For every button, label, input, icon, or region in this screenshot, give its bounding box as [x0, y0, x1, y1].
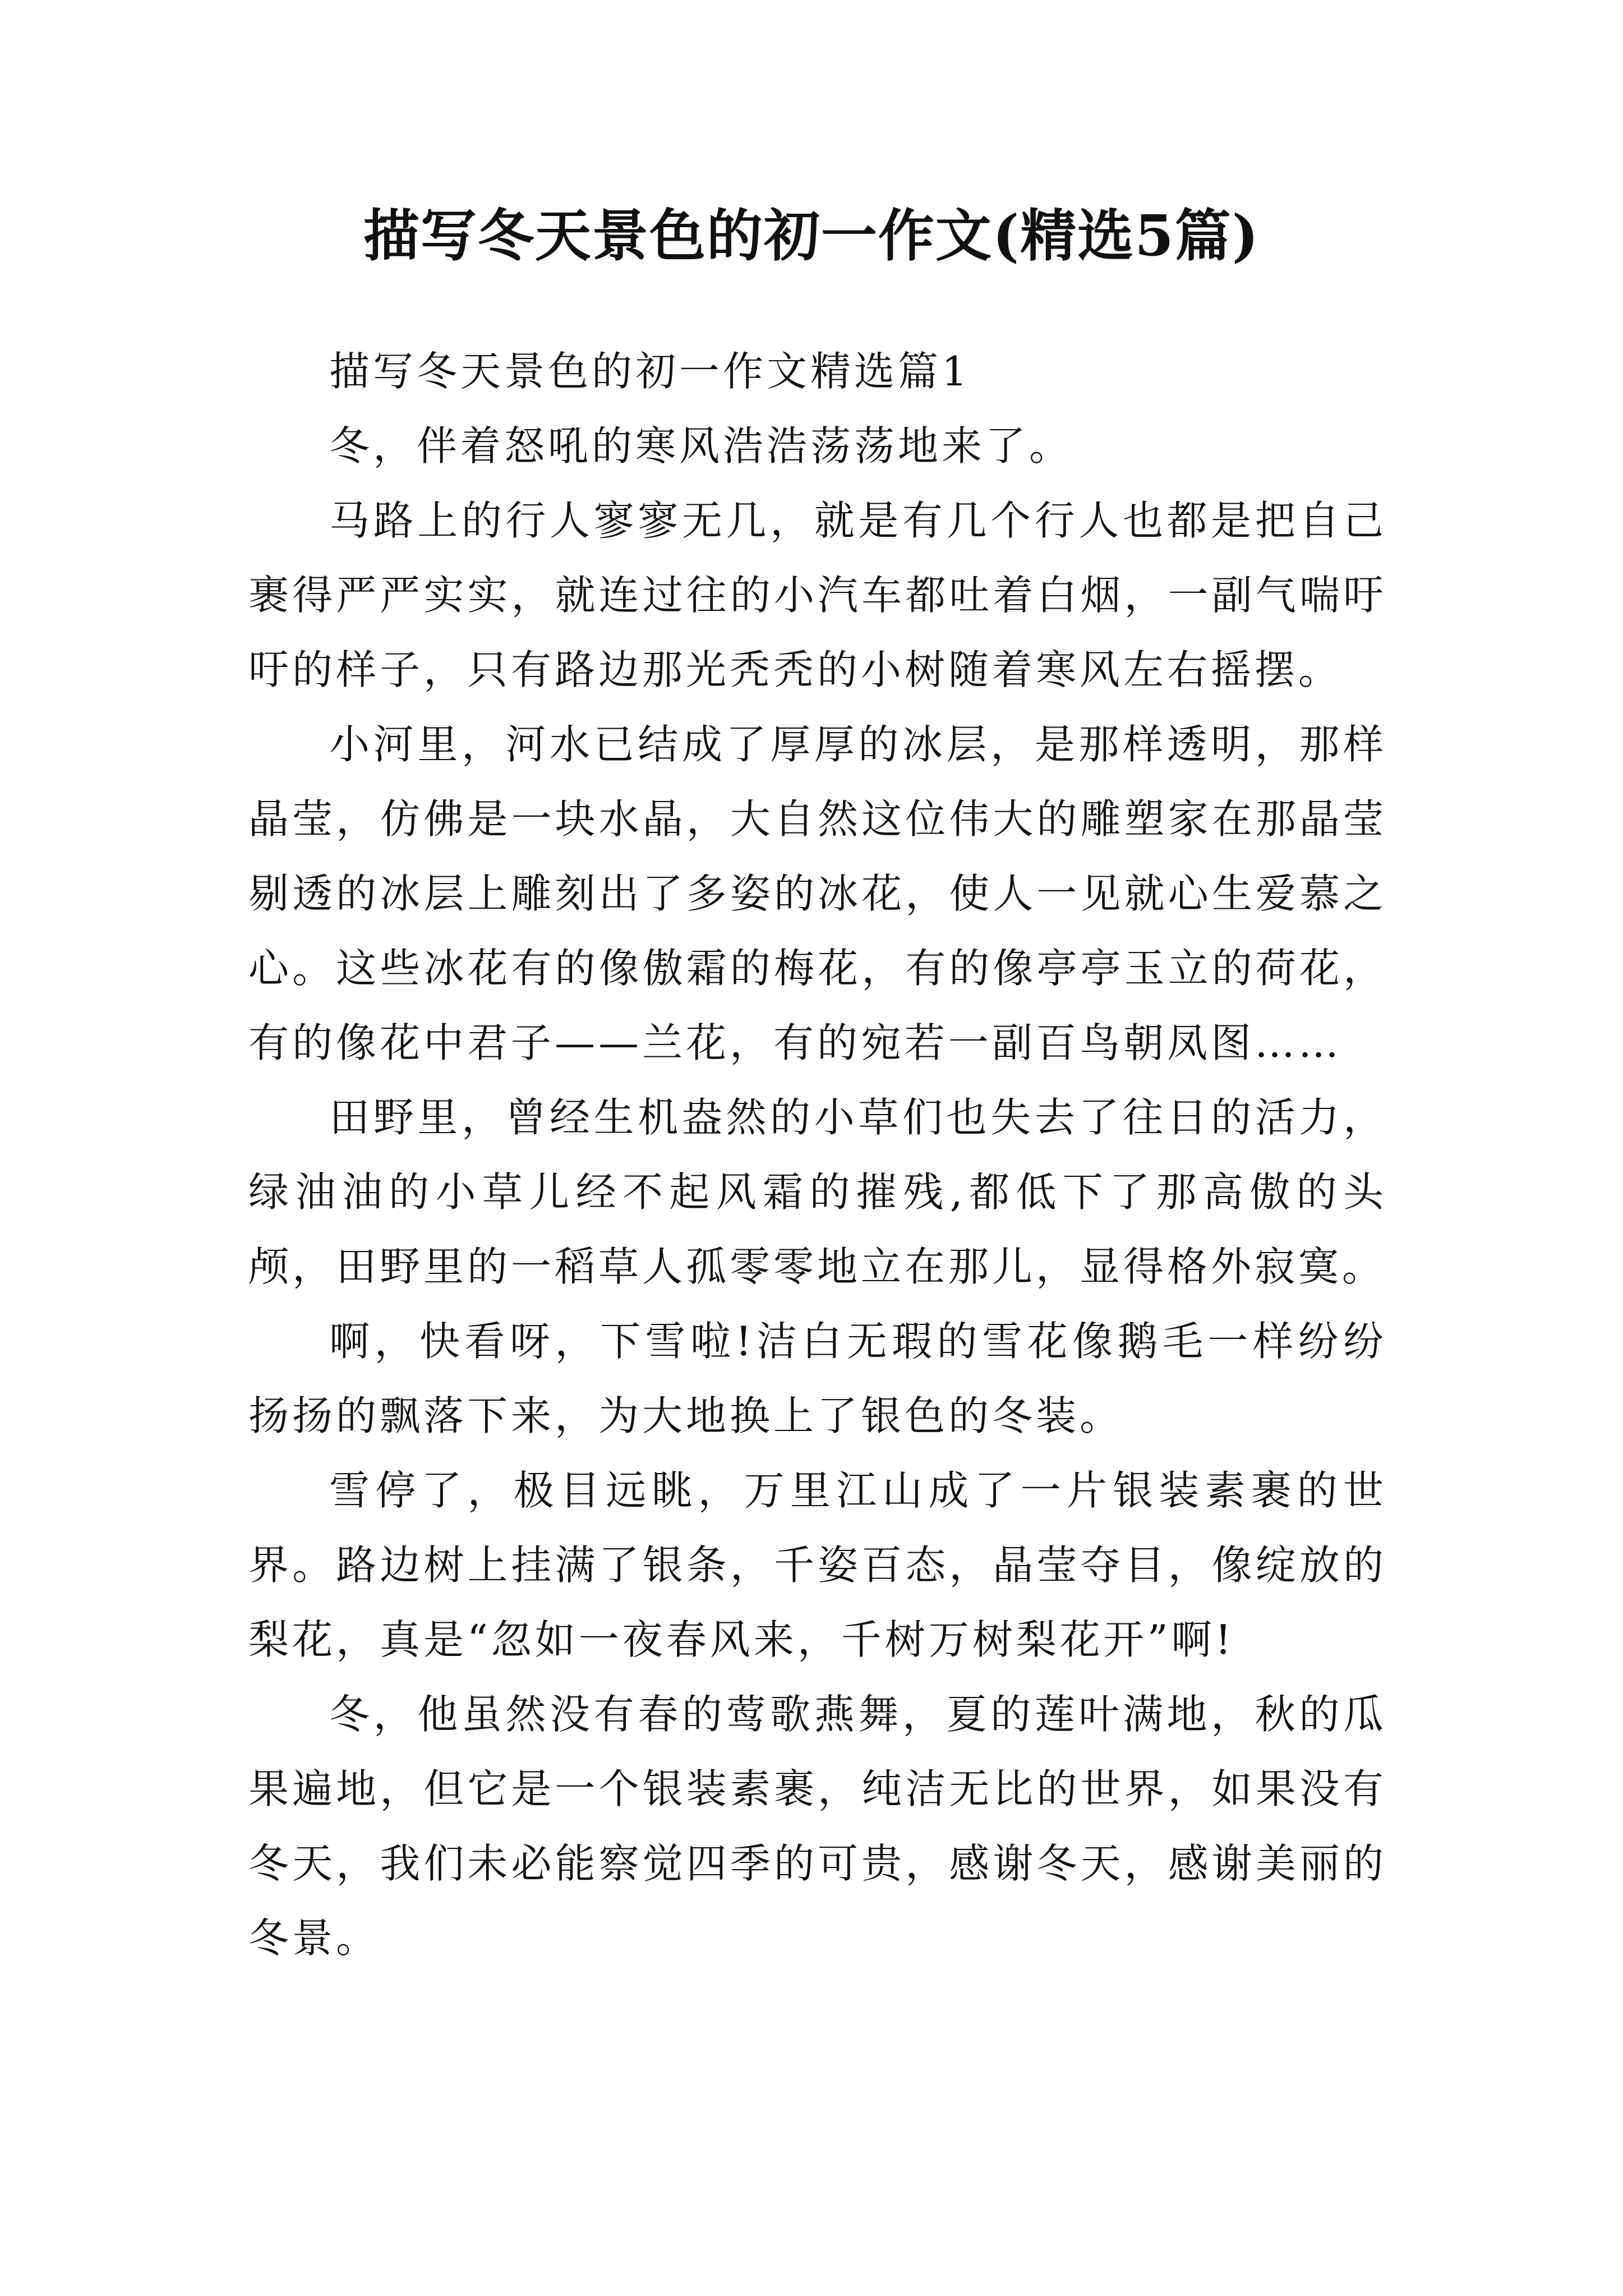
section-heading: 描写冬天景色的初一作文精选篇1	[329, 348, 971, 395]
document-body	[248, 334, 1387, 1976]
paragraph: 雪停了，极目远眺，万里江山成了一片银装素裹的世界。路边树上挂满了银条，千姿百态，晶莹夺目，像绽放的梨花，真是“忽如一夜春风来，千树万树梨花开”啊!	[248, 1467, 1387, 1663]
paragraph: 冬，伴着怒吼的寒风浩浩荡荡地来了。	[329, 422, 1073, 470]
paragraph: 啊，快看呀，下雪啦!洁白无瑕的雪花像鹅毛一样纷纷扬扬的飘落下来，为大地换上了银色的冬装。	[248, 1318, 1387, 1439]
paragraph: 马路上的行人寥寥无几，就是有几个行人也都是把自己裹得严严实实，就连过往的小汽车都吐着白烟，一副气喘吁吁的样子，只有路边那光秃秃的小树随着寒风左右摇摆。	[248, 497, 1387, 693]
paragraph: 小河里，河水已结成了厚厚的冰层，是那样透明，那样晶莹，仿佛是一块水晶，大自然这位伟大的雕塑家在那晶莹剔透的冰层上雕刻出了多姿的冰花，使人一见就心生爱慕之心。这些冰花有的像傲霜的梅花，有的像亭亭玉立的荷花，有的像花中君子——兰花，有的宛若一副百鸟朝凤图……	[248, 721, 1387, 1066]
paragraph: 冬，他虽然没有春的莺歌燕舞，夏的莲叶满地，秋的瓜果遍地，但它是一个银装素裹，纯洁无比的世界，如果没有冬天，我们未必能察觉四季的可贵，感谢冬天，感谢美丽的冬景。	[248, 1691, 1387, 1962]
paragraph: 田野里，曾经生机盎然的小草们也失去了往日的活力，绿油油的小草儿经不起风霜的摧残,都低下了那高傲的头颅，田野里的一稻草人孤零零地立在那儿，显得格外寂寞。	[248, 1094, 1387, 1290]
document-title: 描写冬天景色的初一作文(精选5篇)	[363, 203, 1260, 269]
